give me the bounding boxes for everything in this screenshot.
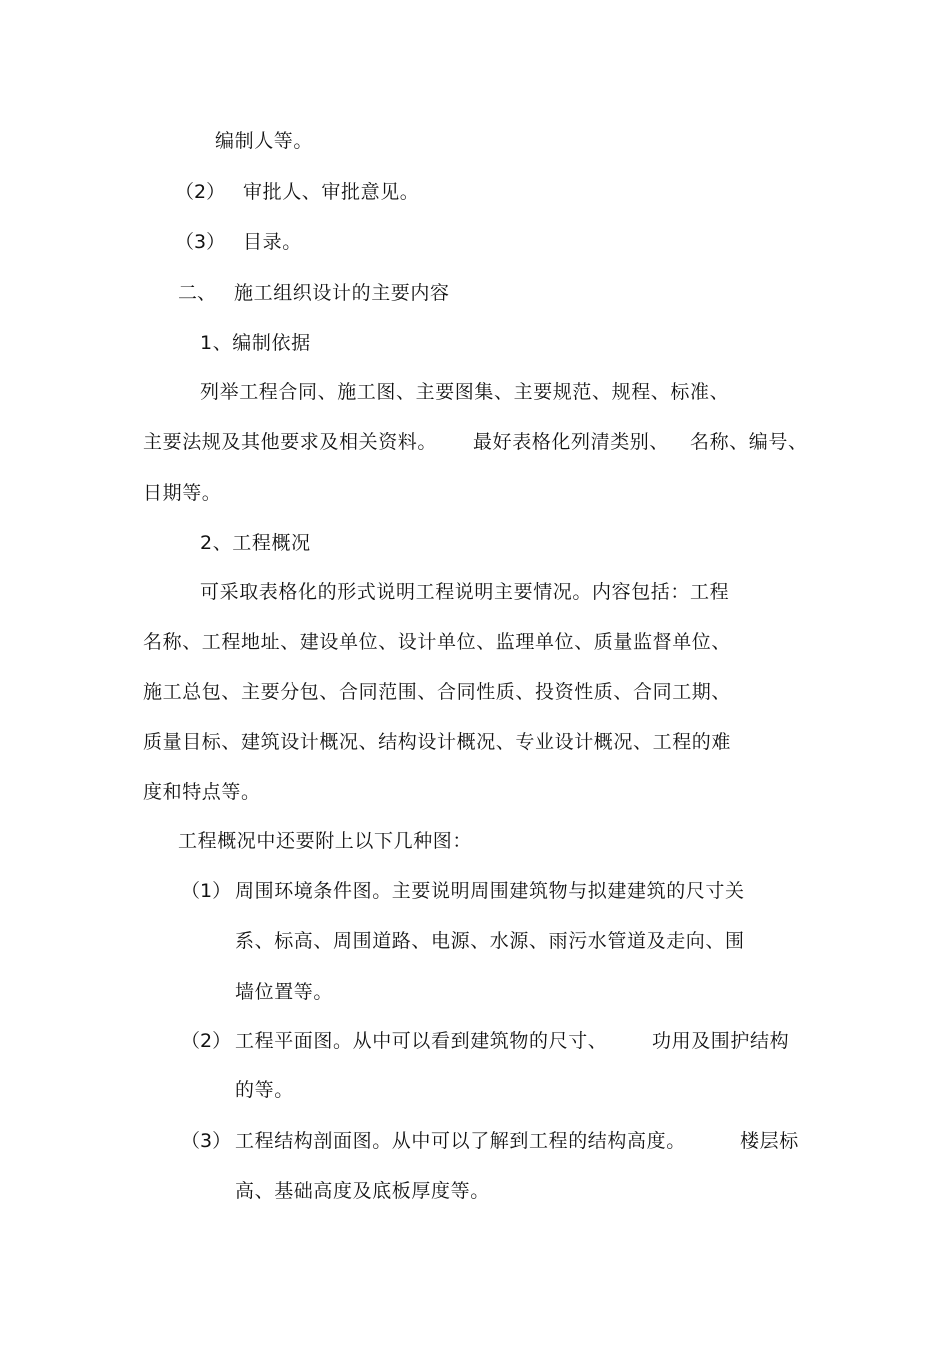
text-line: 施工总包、主要分包、合同范围、合同性质、投资性质、合同工期、 (143, 681, 732, 703)
text-line: 系、标高、周围道路、电源、水源、雨污水管道及走向、围 (235, 930, 745, 952)
subsection-heading: 1、编制依据 (200, 332, 311, 354)
section-heading: 施工组织设计的主要内容 (234, 282, 450, 304)
text-line: 墙位置等。 (235, 981, 334, 1003)
text-line: 名称、工程地址、建设单位、设计单位、监理单位、质量监督单位、 (143, 631, 732, 653)
text-line: 周围环境条件图。主要说明周围建筑物与拟建建筑的尺寸关 (235, 880, 745, 902)
list-marker: （2） (181, 1030, 232, 1052)
list-marker: （3） (175, 231, 226, 253)
text-line: 质量目标、建筑设计概况、结构设计概况、专业设计概况、工程的难 (143, 731, 732, 753)
text-line: 审批人、审批意见。 (243, 181, 420, 203)
text-line: 编制人等。 (215, 130, 314, 152)
list-marker: （1） (181, 880, 232, 902)
text-line: 功用及围护结构 (652, 1030, 790, 1052)
list-marker: （3） (181, 1130, 232, 1152)
text-line: 工程概况中还要附上以下几种图： (178, 830, 473, 852)
text-line: 工程平面图。从中可以看到建筑物的尺寸、 (235, 1030, 608, 1052)
text-line: 主要法规及其他要求及相关资料。 (143, 431, 438, 453)
text-line: 可采取表格化的形式说明工程说明主要情况。内容包括：工程 (200, 581, 730, 603)
text-line: 目录。 (243, 231, 302, 253)
section-marker: 二、 (178, 282, 217, 304)
text-line: 楼层标 (740, 1130, 799, 1152)
text-line: 工程结构剖面图。从中可以了解到工程的结构高度。 (235, 1130, 686, 1152)
text-line: 最好表格化列清类别、 (473, 431, 670, 453)
list-marker: （2） (175, 181, 226, 203)
subsection-heading: 2、工程概况 (200, 532, 311, 554)
text-line: 度和特点等。 (143, 781, 261, 803)
text-line: 高、基础高度及底板厚度等。 (235, 1180, 490, 1202)
text-line: 名称、编号、 (690, 431, 808, 453)
text-line: 日期等。 (143, 482, 222, 504)
text-line: 的等。 (235, 1079, 294, 1101)
text-line: 列举工程合同、施工图、主要图集、主要规范、规程、标准、 (200, 381, 730, 403)
